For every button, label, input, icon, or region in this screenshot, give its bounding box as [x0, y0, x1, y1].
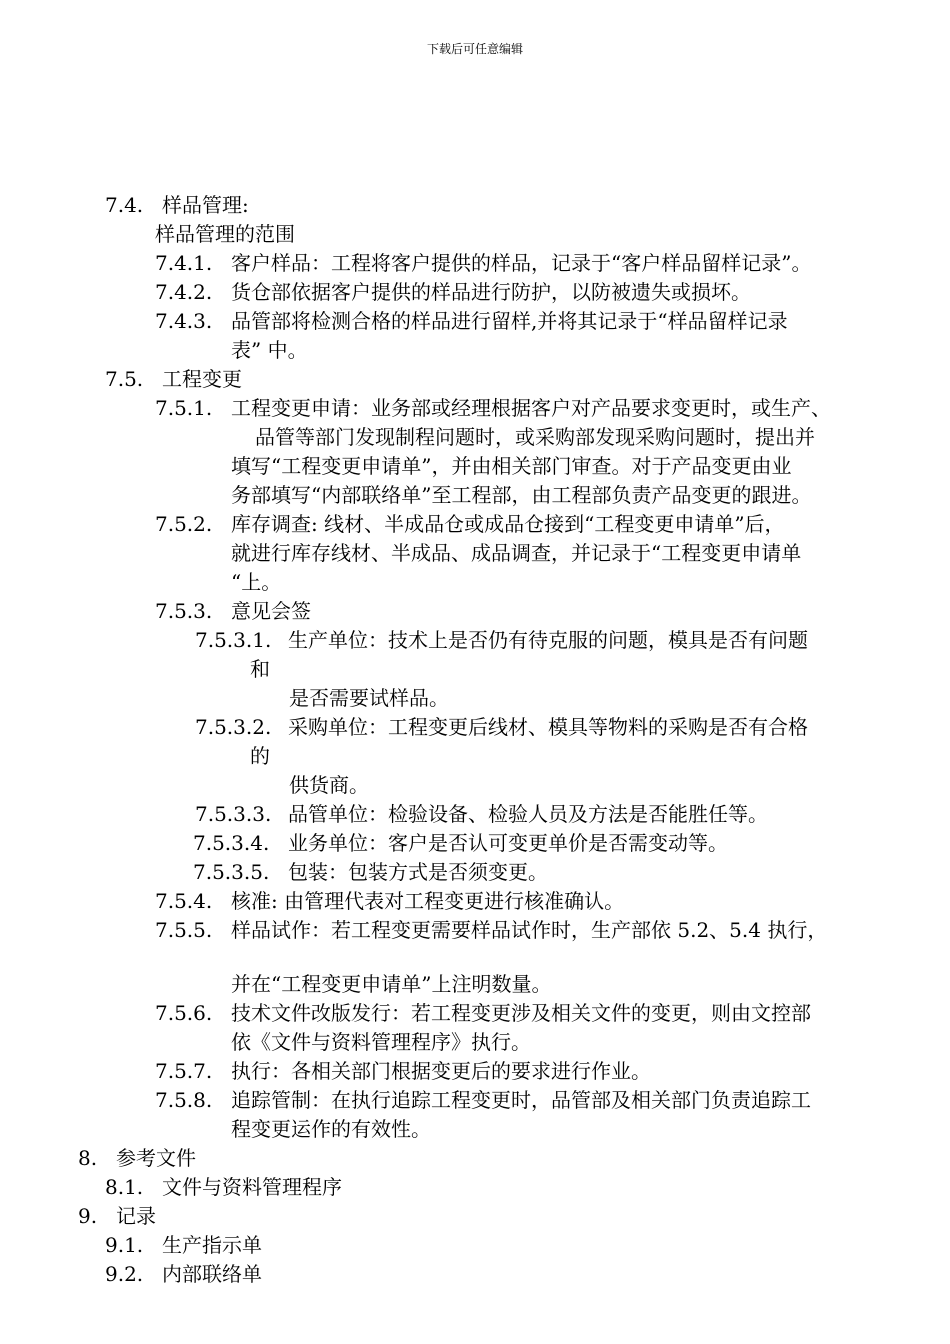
item-text: 客户样品：工程将客户提供的样品，记录于“客户样品留样记录”。 [231, 251, 812, 275]
sample-scope-heading: 样品管理的范围 [155, 222, 295, 246]
item-text: 库存调查: 线材、半成品仓或成品仓接到“工程变更申请单”后， [231, 512, 785, 536]
item-text: 核准: 由管理代表对工程变更进行核准确认。 [231, 889, 625, 913]
item-7-5-1-line-2: 品管等部门发现制程问题时，或采购部发现采购问题时，提出并 [255, 425, 815, 449]
item-7-5-3-1-line-3: 是否需要试样品。 [289, 686, 449, 710]
item-text: 工程变更申请：业务部或经理根据客户对产品要求变更时，或生产、 [231, 396, 831, 420]
item-number: 7.5.3.5. [193, 860, 270, 884]
item-7-5-6 [155, 1001, 811, 1025]
item-text: 样品试作：若工程变更需要样品试作时，生产部依 5.2、5.4 执行， [231, 918, 828, 942]
item-7-5-2-line-3: “上。 [231, 570, 282, 594]
section-title: 工程变更 [162, 367, 242, 391]
section-9-heading [78, 1204, 156, 1228]
item-7-5-1-line-3: 填写“工程变更申请单”，并由相关部门审查。对于产品变更由业 [231, 454, 792, 478]
item-text: 品管部将检测合格的样品进行留样,并将其记录于“样品留样记录 [231, 309, 788, 333]
item-7-4-2 [155, 280, 751, 304]
item-7-5-3-3 [195, 802, 768, 826]
item-7-5-2 [155, 512, 785, 536]
item-number: 7.4.1. [155, 251, 213, 275]
item-text: 追踪管制：在执行追踪工程变更时，品管部及相关部门负责追踪工 [231, 1088, 811, 1112]
item-number: 7.5.3.2. [195, 715, 272, 739]
page-header-note: 下载后可任意编辑 [426, 42, 523, 56]
item-number: 7.5.1. [155, 396, 213, 420]
section-title: 样品管理: [162, 193, 249, 217]
item-number: 9.2. [105, 1262, 144, 1286]
item-text: 品管单位：检验设备、检验人员及方法是否能胜任等。 [288, 802, 768, 826]
item-number: 7.5.5. [155, 918, 213, 942]
section-8-heading [78, 1146, 196, 1170]
item-7-5-8 [155, 1088, 811, 1112]
section-number: 7.5. [105, 367, 144, 391]
item-number: 7.5.3.1. [195, 628, 272, 652]
item-number: 7.5.6. [155, 1001, 213, 1025]
item-text: 业务单位：客户是否认可变更单价是否需变动等。 [288, 831, 728, 855]
item-text: 生产指示单 [162, 1233, 262, 1257]
item-number: 7.4.2. [155, 280, 213, 304]
item-number: 7.5.3.4. [193, 831, 270, 855]
item-7-5-3-4 [193, 831, 728, 855]
item-7-5-3-2-line-2: 的 [250, 744, 270, 768]
item-8-1 [105, 1175, 342, 1199]
item-7-5-1 [155, 396, 831, 420]
item-number: 7.5.8. [155, 1088, 213, 1112]
item-number: 7.5.4. [155, 889, 213, 913]
item-text: 执行：各相关部门根据变更后的要求进行作业。 [231, 1059, 651, 1083]
item-7-5-3-2-line-3: 供货商。 [289, 773, 369, 797]
item-7-5-4 [155, 889, 624, 913]
item-7-5-6-line-2: 依《文件与资料管理程序》执行。 [231, 1030, 531, 1054]
item-7-5-3-1 [195, 628, 808, 652]
item-number: 7.5.7. [155, 1059, 213, 1083]
item-7-5-1-line-4: 务部填写“内部联络单”至工程部，由工程部负责产品变更的跟进。 [231, 483, 812, 507]
item-7-5-3-2 [195, 715, 808, 739]
item-number: 8.1. [105, 1175, 144, 1199]
item-text: 包装：包装方式是否须变更。 [288, 860, 548, 884]
item-number: 7.4.3. [155, 309, 213, 333]
item-text: 采购单位：工程变更后线材、模具等物料的采购是否有合格 [288, 715, 808, 739]
item-text: 生产单位：技术上是否仍有待克服的问题，模具是否有问题 [288, 628, 808, 652]
item-7-5-5-line-2: 并在“工程变更申请单”上注明数量。 [231, 972, 552, 996]
section-title: 记录 [116, 1204, 156, 1228]
section-7-5-heading [105, 367, 242, 391]
item-text: 文件与资料管理程序 [162, 1175, 342, 1199]
item-7-5-2-line-2: 就进行库存线材、半成品、成品调查，并记录于“工程变更申请单 [231, 541, 802, 565]
item-text: 技术文件改版发行：若工程变更涉及相关文件的变更，则由文控部 [231, 1001, 811, 1025]
item-number: 9.1. [105, 1233, 144, 1257]
item-7-5-3-1-line-2: 和 [250, 657, 270, 681]
item-number: 7.5.3. [155, 599, 213, 623]
item-7-5-3-5 [193, 860, 548, 884]
item-7-4-3 [155, 309, 788, 333]
item-text: 货仓部依据客户提供的样品进行防护，以防被遗失或损坏。 [231, 280, 751, 304]
section-title: 参考文件 [116, 1146, 196, 1170]
item-9-1 [105, 1233, 262, 1257]
item-9-2 [105, 1262, 262, 1286]
item-text: 意见会签 [231, 599, 311, 623]
item-7-4-1 [155, 251, 811, 275]
item-7-5-7 [155, 1059, 651, 1083]
item-text: 内部联络单 [162, 1262, 262, 1286]
item-7-5-5 [155, 918, 827, 942]
item-number: 7.5.3.3. [195, 802, 272, 826]
item-7-5-8-line-2: 程变更运作的有效性。 [231, 1117, 431, 1141]
item-7-4-3-continued: 表” 中。 [231, 338, 308, 362]
section-number: 8. [78, 1146, 98, 1170]
section-7-4-heading [105, 193, 249, 217]
item-number: 7.5.2. [155, 512, 213, 536]
section-number: 9. [78, 1204, 98, 1228]
section-number: 7.4. [105, 193, 144, 217]
item-7-5-3 [155, 599, 311, 623]
